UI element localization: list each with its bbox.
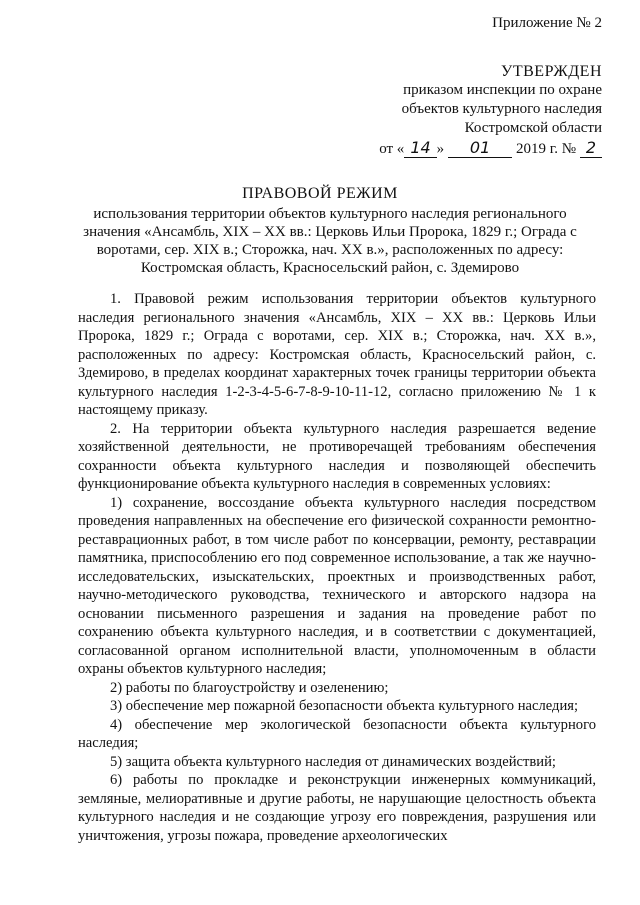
paragraph: 2. На территории объекта культурного наследия разрешается ведение хозяйственной деятельности, не противоречащей требованиям обеспечения сохранности объекта культурного наследия и позволяющей обеспечить функционирование объекта культурного наследия в современных условиях: xyxy=(78,420,596,492)
paragraph: 6) работы по прокладке и реконструкции инженерных коммуникаций, земляные, мелиоративные и другие работы, не нарушающие целостность объекта культурного наследия и не создающие угрозу его повреждения, разрушения или уничтожения, угрозы пожара, проведение археологических xyxy=(78,772,596,844)
date-year: 2019 г. № xyxy=(516,141,577,157)
date-prefix: от « xyxy=(379,141,405,157)
date-month-handwritten: 01 xyxy=(448,138,512,158)
date-day-handwritten: 14 xyxy=(404,138,436,158)
document-body xyxy=(78,290,596,845)
date-mid: » xyxy=(436,141,445,157)
order-number-handwritten: 2 xyxy=(580,138,602,158)
approval-block xyxy=(242,62,602,159)
document-title: ПРАВОВОЙ РЕЖИМ xyxy=(242,185,398,202)
approval-line: объектов культурного наследия xyxy=(401,101,602,117)
approval-line: приказом инспекции по охране xyxy=(403,82,602,98)
approved-label: УТВЕРЖДЕН xyxy=(501,63,602,80)
paragraph: 4) обеспечение мер экологической безопасности объекта культурного наследия; xyxy=(78,716,596,751)
attachment-label: Приложение № 2 xyxy=(492,15,602,31)
paragraph: 1) сохранение, воссоздание объекта культурного наследия посредством проведения направленных на обеспечение его физической сохранности ремонтно-реставрационных работ, в том числе работ по консервации, ремонту, реставрации памятника, приспособлению его под современное использование, а так же научно-исследовательских, изыскательских, проектных и производственных работ, научно-методического руководства, технического и авторского надзора на основании письменного разрешения и задания на проведение работ по сохранению объекта культурного наследия, и в соответствии с документацией, согласованной органом исполнительной власти, уполномоченным в области охраны объектов культурного наследия; xyxy=(78,494,596,677)
document-subtitle: использования территории объектов культурного наследия регионального значения «Ансамбль, XIX – XX вв.: Церковь Ильи Пророка, 1829 г.; Ограда с воротами, сер. XIX в.; Сторожка, нач. XX в.», расположенных по адресу: Костромская область, Красносельский район, с. Здемирово xyxy=(83,206,577,276)
paragraph: 2) работы по благоустройству и озеленению; xyxy=(110,679,389,696)
paragraph: 1. Правовой режим использования территории объектов культурного наследия регионального значения «Ансамбль, XIX – XX вв.: Церковь Ильи Пророка, 1829 г.; Ограда с воротами, сер. XIX в.; Сторожка, нач. XX в.», расположенных по адресу: Костромская область, Красносельский район, с. Здемирово, в пределах координат характерных точек границы территории объекта культурного наследия 1-2-3-4-5-6-7-8-9-10-11-12, согласно приложению № 1 к настоящему приказу. xyxy=(78,291,596,418)
paragraph: 5) защита объекта культурного наследия от динамических воздействий; xyxy=(110,753,556,770)
approval-line: Костромской области xyxy=(464,120,602,136)
approval-date-line xyxy=(379,138,602,159)
paragraph: 3) обеспечение мер пожарной безопасности объекта культурного наследия; xyxy=(110,698,579,714)
